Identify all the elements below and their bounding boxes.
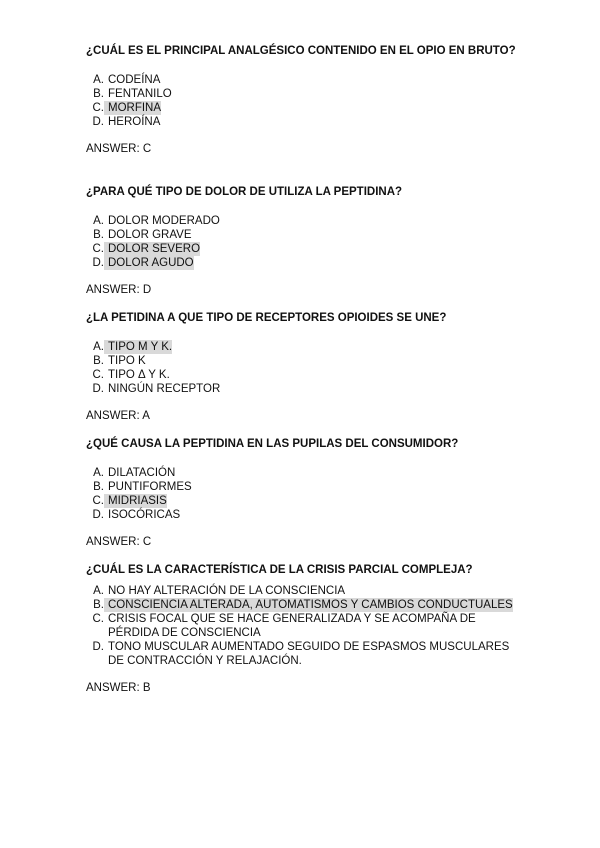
- option-text: TIPO M Y K.: [104, 340, 172, 354]
- option-letter: D.: [92, 257, 104, 269]
- option-b: [86, 354, 516, 368]
- option-text: DILATACIÓN: [108, 467, 176, 479]
- option-letter: D.: [92, 116, 104, 128]
- option-list: [86, 73, 516, 129]
- option-c: [86, 494, 516, 508]
- option-d: [86, 256, 516, 270]
- option-letter: A.: [93, 467, 104, 479]
- option-c: [86, 101, 516, 115]
- option-letter: A.: [93, 585, 104, 597]
- option-a: [86, 584, 516, 598]
- answer-text: ANSWER: B: [86, 682, 151, 694]
- option-text: HEROÍNA: [108, 116, 161, 128]
- option-text: DOLOR GRAVE: [108, 229, 192, 241]
- option-letter: A.: [93, 341, 104, 353]
- question-text: ¿CUÁL ES LA CARACTERÍSTICA DE LA CRISIS PARCIAL COMPLEJA?: [86, 564, 473, 576]
- option-letter: D.: [92, 383, 104, 395]
- option-letter: D.: [92, 509, 104, 521]
- option-letter: C.: [92, 369, 104, 381]
- question-text: ¿CUÁL ES EL PRINCIPAL ANALGÉSICO CONTENIDO EN EL OPIO EN BRUTO?: [86, 45, 516, 57]
- option-text: CRISIS FOCAL QUE SE HACE GENERALIZADA Y SE ACOMPAÑA DE PÉRDIDA DE CONSCIENCIA: [108, 613, 476, 639]
- option-d: [86, 508, 516, 522]
- option-list: [86, 340, 516, 396]
- option-text: MIDRIASIS: [104, 494, 167, 508]
- question-block-2: [86, 185, 516, 296]
- option-a: [86, 214, 516, 228]
- option-letter: B.: [93, 229, 104, 241]
- option-text: CONSCIENCIA ALTERADA, AUTOMATISMOS Y CAMBIOS CONDUCTUALES: [104, 598, 513, 612]
- option-b: [86, 87, 516, 101]
- option-letter: A.: [93, 215, 104, 227]
- option-b: [86, 228, 516, 242]
- option-a: [86, 73, 516, 87]
- option-letter: C.: [92, 102, 104, 114]
- option-text: FENTANILO: [108, 88, 172, 100]
- option-text: TIPO Δ Y K.: [108, 369, 170, 381]
- option-text: ISOCÓRICAS: [108, 509, 181, 521]
- answer-text: ANSWER: A: [86, 410, 150, 422]
- option-list: [86, 584, 516, 668]
- option-c: [86, 368, 516, 382]
- option-text: TIPO K: [108, 355, 146, 367]
- option-letter: C.: [92, 243, 104, 255]
- option-letter: A.: [93, 74, 104, 86]
- option-letter: C.: [92, 613, 104, 625]
- option-list: [86, 466, 516, 522]
- option-text: DOLOR AGUDO: [104, 256, 194, 270]
- answer-text: ANSWER: D: [86, 284, 152, 296]
- option-a: [86, 466, 516, 480]
- option-b: [86, 480, 516, 494]
- option-c: [86, 612, 516, 640]
- question-block-1: [86, 44, 516, 155]
- option-text: NINGÚN RECEPTOR: [108, 383, 221, 395]
- question-block-4: [86, 437, 516, 548]
- option-letter: B.: [93, 355, 104, 367]
- option-text: DOLOR MODERADO: [108, 215, 220, 227]
- option-d: [86, 115, 516, 129]
- option-letter: B.: [93, 599, 104, 611]
- option-d: [86, 640, 516, 668]
- question-block-3: [86, 311, 516, 422]
- option-text: CODEÍNA: [108, 74, 161, 86]
- option-text: NO HAY ALTERACIÓN DE LA CONSCIENCIA: [108, 585, 346, 597]
- option-b: [86, 598, 516, 612]
- option-letter: B.: [93, 88, 104, 100]
- question-text: ¿QUÉ CAUSA LA PEPTIDINA EN LAS PUPILAS DEL CONSUMIDOR?: [86, 438, 459, 450]
- question-text: ¿LA PETIDINA A QUE TIPO DE RECEPTORES OPIOIDES SE UNE?: [86, 312, 447, 324]
- option-text: MORFINA: [104, 101, 161, 115]
- answer-text: ANSWER: C: [86, 143, 152, 155]
- option-c: [86, 242, 516, 256]
- option-text: DOLOR SEVERO: [104, 242, 200, 256]
- option-text: TONO MUSCULAR AUMENTADO SEGUIDO DE ESPASMOS MUSCULARES DE CONTRACCIÓN Y RELAJACIÓN.: [108, 641, 510, 667]
- question-block-5: [86, 563, 516, 694]
- option-list: [86, 214, 516, 270]
- option-letter: B.: [93, 481, 104, 493]
- option-text: PUNTIFORMES: [108, 481, 192, 493]
- option-letter: D.: [92, 641, 104, 653]
- option-letter: C.: [92, 495, 104, 507]
- option-d: [86, 382, 516, 396]
- question-text: ¿PARA QUÉ TIPO DE DOLOR DE UTILIZA LA PEPTIDINA?: [86, 186, 403, 198]
- option-a: [86, 340, 516, 354]
- answer-text: ANSWER: C: [86, 536, 152, 548]
